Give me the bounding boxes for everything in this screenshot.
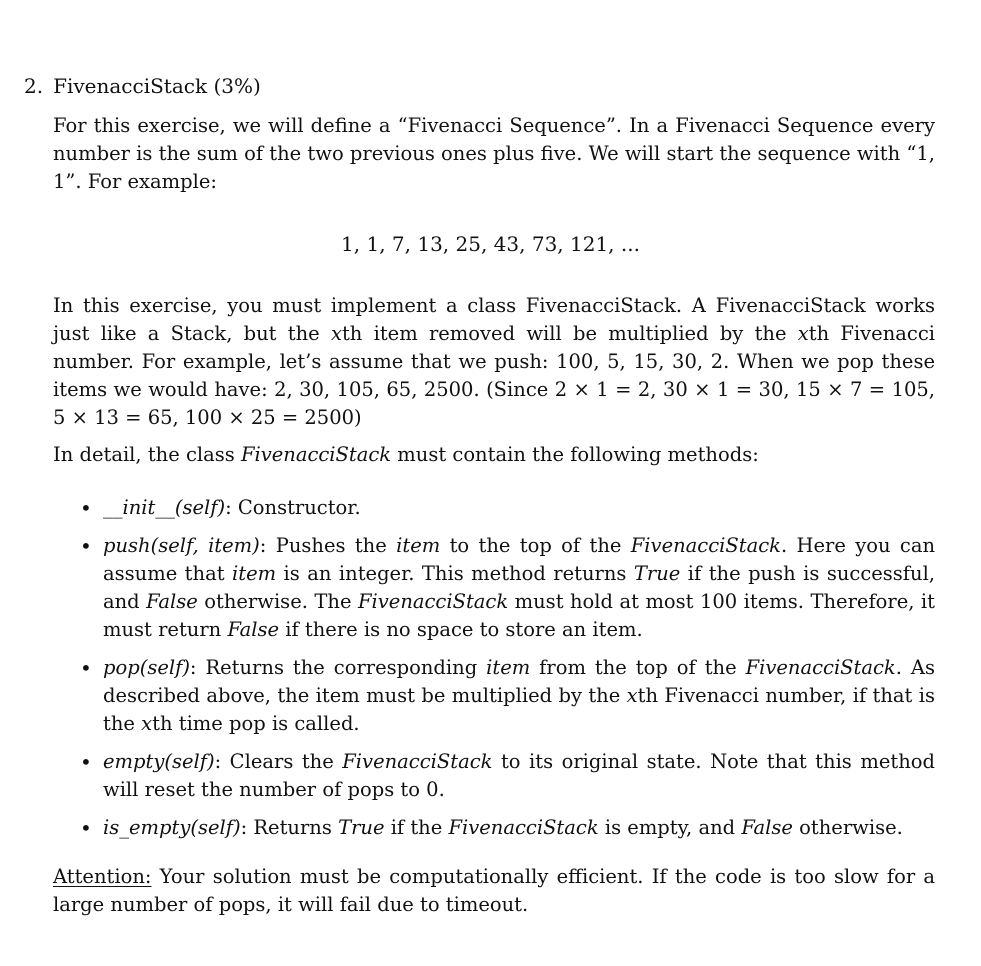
detail-suffix: must contain the following methods: bbox=[391, 443, 759, 466]
method-signature: __init__(self) bbox=[103, 496, 226, 519]
method-emphasis: FivenacciStack bbox=[342, 750, 493, 773]
bullet-icon: • bbox=[80, 816, 92, 840]
problem-number: 2. bbox=[24, 74, 44, 98]
explanation-var-x-1: x bbox=[330, 322, 342, 345]
method-text: : Clears the bbox=[214, 750, 343, 773]
method-text: if the push is successful, and bbox=[103, 562, 936, 613]
explanation-var-x-2: x bbox=[797, 322, 809, 345]
attention-paragraph bbox=[53, 863, 935, 919]
method-item-push bbox=[53, 532, 935, 644]
method-emphasis: FivenacciStack bbox=[448, 816, 599, 839]
method-emphasis: FivenacciStack bbox=[630, 534, 781, 557]
problem-heading bbox=[24, 72, 261, 100]
method-emphasis: item bbox=[486, 656, 531, 679]
bullet-icon: • bbox=[80, 496, 92, 520]
method-text: : Returns the corresponding bbox=[189, 656, 487, 679]
explanation-part-2: th item removed will be multiplied by the bbox=[341, 322, 798, 345]
method-item-init bbox=[53, 494, 935, 522]
method-text: : Pushes the bbox=[259, 534, 397, 557]
method-text: . As described above, the item must be multiplied by the bbox=[103, 656, 935, 707]
explanation-part-3: th Fivenacci number. For example, let’s assume that we push: 100, 5, 15, 30, 2. When we pop these items we would have: 2, 30, 105, 65, 2500. (Since 2 × 1 = 2, 30 × 1 = 30, 15 × 7 = 105, 5 × 13 = 65, 100 × 25 = 2500) bbox=[53, 322, 935, 429]
method-emphasis: item bbox=[232, 562, 277, 585]
method-text: if the bbox=[384, 816, 449, 839]
method-text: is an integer. This method returns bbox=[276, 562, 634, 585]
detail-paragraph bbox=[53, 441, 935, 469]
method-signature: pop(self) bbox=[103, 656, 190, 679]
explanation-part-1: In this exercise, you must implement a class FivenacciStack. A FivenacciStack works just like a Stack, but the bbox=[53, 294, 935, 345]
method-text: must hold at most 100 items. Therefore, it must return bbox=[103, 590, 936, 641]
sequence-example: 1, 1, 7, 13, 25, 43, 73, 121, ... bbox=[341, 232, 640, 256]
method-text: from the top of the bbox=[530, 656, 746, 679]
method-emphasis: x bbox=[626, 684, 638, 707]
explanation-paragraph bbox=[53, 292, 935, 432]
method-text: otherwise. The bbox=[197, 590, 358, 613]
method-signature: push(self, item) bbox=[103, 534, 260, 557]
method-text: if there is no space to store an item. bbox=[279, 618, 643, 641]
method-emphasis: False bbox=[146, 590, 198, 613]
method-signature: is_empty(self) bbox=[103, 816, 241, 839]
methods-list bbox=[53, 494, 935, 852]
attention-label: Attention: bbox=[53, 865, 152, 888]
method-emphasis: True bbox=[633, 562, 681, 585]
problem-title: FivenacciStack (3%) bbox=[53, 74, 261, 98]
method-item-is-empty bbox=[53, 814, 935, 842]
method-text: to the top of the bbox=[440, 534, 631, 557]
detail-prefix: In detail, the class bbox=[53, 443, 241, 466]
intro-paragraph: For this exercise, we will define a “Fivenacci Sequence”. In a Fivenacci Sequence every number is the sum of the two previous ones plus five. We will start the sequence with “1, 1”. For example: bbox=[53, 114, 935, 193]
bullet-icon: • bbox=[80, 534, 92, 558]
bullet-icon: • bbox=[80, 750, 92, 774]
method-emphasis: FivenacciStack bbox=[745, 656, 896, 679]
method-emphasis: item bbox=[396, 534, 441, 557]
method-text: : Returns bbox=[240, 816, 339, 839]
method-text: th Fivenacci number, if that is the bbox=[103, 684, 935, 735]
method-emphasis: False bbox=[741, 816, 793, 839]
method-text: th time pop is called. bbox=[152, 712, 360, 735]
method-item-pop bbox=[53, 654, 935, 738]
method-emphasis: True bbox=[338, 816, 385, 839]
method-text: is empty, and bbox=[598, 816, 742, 839]
attention-text: Your solution must be computationally efficient. If the code is too slow for a large number of pops, it will fail due to timeout. bbox=[53, 865, 935, 916]
method-text: otherwise. bbox=[792, 816, 903, 839]
method-description: : Constructor. bbox=[225, 496, 361, 519]
method-emphasis: FivenacciStack bbox=[358, 590, 509, 613]
method-item-empty bbox=[53, 748, 935, 804]
method-text: . Here you can assume that bbox=[103, 534, 935, 585]
method-text: to its original state. Note that this method will reset the number of pops to 0. bbox=[103, 750, 935, 801]
detail-class-name: FivenacciStack bbox=[240, 443, 392, 466]
bullet-icon: • bbox=[80, 656, 92, 680]
method-signature: empty(self) bbox=[103, 750, 215, 773]
method-emphasis: False bbox=[227, 618, 280, 641]
method-emphasis: x bbox=[141, 712, 153, 735]
